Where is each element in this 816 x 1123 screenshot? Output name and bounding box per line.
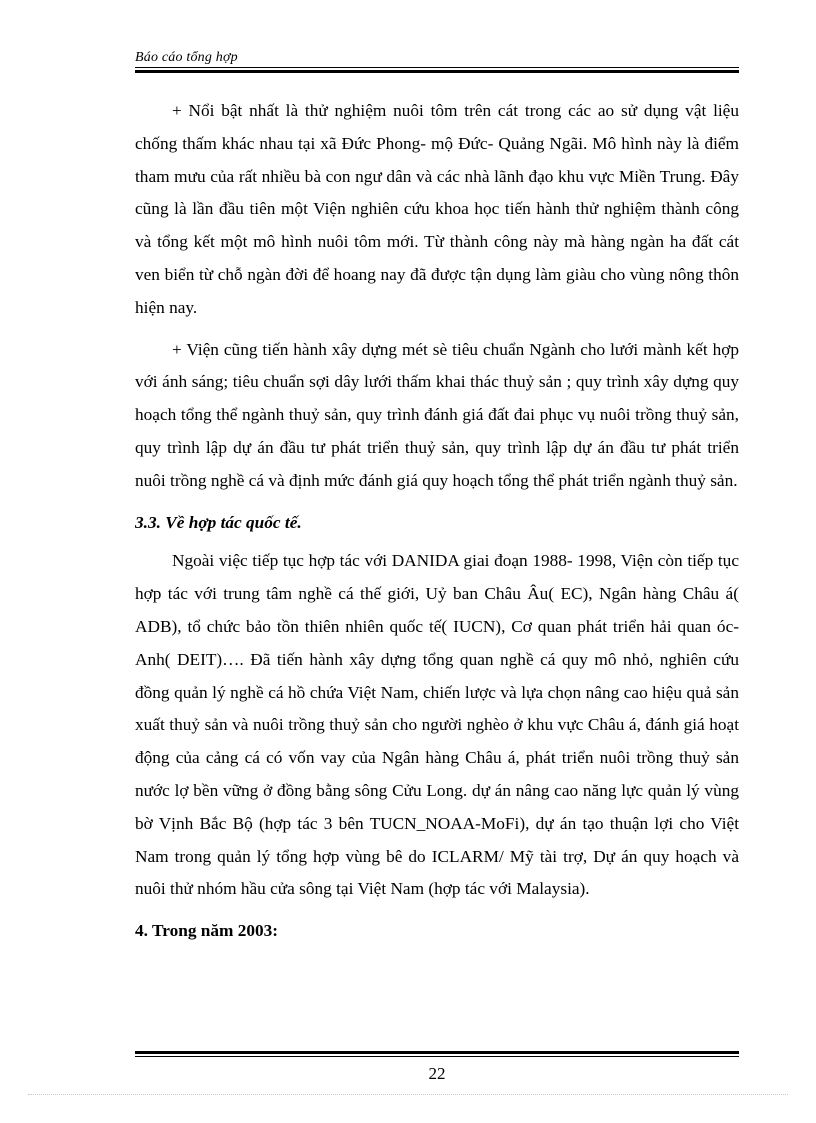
page-bottom-divider <box>28 1094 788 1095</box>
section-heading-3-3: 3.3. Về hợp tác quốc tế. <box>135 512 302 532</box>
header-rule-thin <box>135 67 739 68</box>
header-rule-thick <box>135 70 739 73</box>
section-heading-4: 4. Trong năm 2003: <box>135 921 279 941</box>
running-header: Báo cáo tổng hợp <box>135 50 238 65</box>
footer-rule-thin <box>135 1056 739 1057</box>
page-number: 22 <box>428 1064 446 1083</box>
paragraph-international-cooperation: Ngoài việc tiếp tục hợp tác với DANIDA giai đoạn 1988- 1998, Viện còn tiếp tục hợp tác với trung tâm nghề cá thế giới, Uỷ ban Châu Âu( EC), Ngân hàng Châu á( ADB), tổ chức bảo tồn thiên nhiên quốc tế( IUCN), Cơ quan phát triển hải quan óc- Anh( DEIT)…. Đã tiến hành xây dựng tổng quan nghề cá quy mô nhỏ, nghiên cứu đồng quản lý nghề cá hồ chứa Việt Nam, chiến lược và lựa chọn nâng cao hiệu quả sản xuất thuỷ sản và nuôi trồng thuỷ sản cho người nghèo ở khu vực Châu á, đánh giá hoạt động của cảng cá có vốn vay của Ngân hàng Châu á, phát triển nuôi trồng thuỷ sản nước lợ bền vững ở đồng bằng sông Cửu Long. dự án nâng cao năng lực quản lý vùng bờ Vịnh Bắc Bộ (hợp tác 3 bên TUCN_NOAA-MoFi), dự án tạo thuận lợi cho Việt Nam trong quản lý tổng hợp vùng bê do ICLARM/ Mỹ tài trợ, Dự án quy hoạch và nuôi thử nhóm hầu cửa sông tại Việt Nam (hợp tác với Malaysia). <box>135 551 739 899</box>
footer-rule-thick <box>135 1051 739 1054</box>
page-body <box>135 95 739 948</box>
paragraph-standards: + Viện cũng tiến hành xây dựng mét sè tiêu chuẩn Ngành cho lưới mành kết hợp với ánh sáng; tiêu chuẩn sợi dây lưới thấm khai thác thuỷ sản ; quy trình xây dựng quy hoạch tổng thể ngành thuỷ sản, quy trình đánh giá đất đai phục vụ nuôi trồng thuỷ sản, quy trình lập dự án đầu tư phát triển thuỷ sản, quy trình lập dự án đầu tư phát triển nuôi trồng nghề cá và định mức đánh giá quy hoạch tổng thể phát triển ngành thuỷ sản. <box>135 339 739 490</box>
paragraph-shrimp-trial: + Nổi bật nhất là thử nghiệm nuôi tôm trên cát trong các ao sử dụng vật liệu chống thấm khác nhau tại xã Đức Phong- mộ Đức- Quảng Ngãi. Mô hình này là điểm tham mưu của rất nhiều bà con ngư dân và các nhà lãnh đạo khu vực Miền Trung. Đây cũng là lần đầu tiên một Viện nghiên cứu khoa học tiến hành thử nghiệm thành công và tổng kết một mô hình nuôi tôm mới. Từ thành công này mà hàng ngàn ha đất cát ven biển từ chỗ ngàn đời để hoang nay đã được tận dụng làm giàu cho vùng nông thôn hiện nay. <box>135 101 739 317</box>
